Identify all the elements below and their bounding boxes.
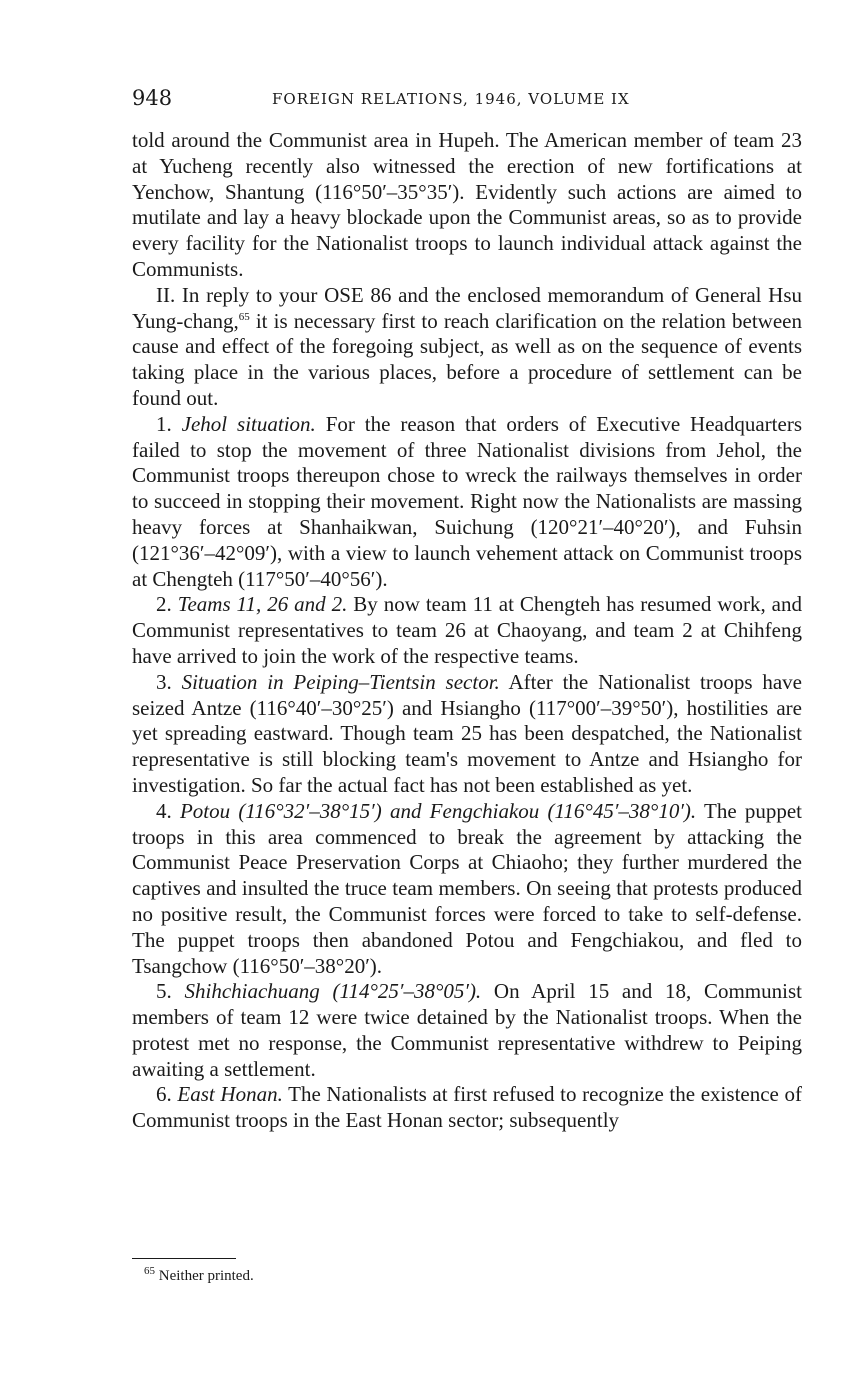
paragraph-text: After the Nationalist troops have seized Antze (116°40′–30°25′) and Hsiangho (117°00′–39°50′), hostilities are yet spreading eastward. Though team 25 has been despatched, the Nationalist representative is still blocking team's movement to Antze and Hsiangho for investigation. So far the actual fact has not been established as yet. — [132, 669, 802, 797]
paragraph-text: The puppet troops in this area commenced to break the agreement by attacking the Communist Peace Preservation Corps at Chiaoho; they further murdered the captives and insulted the truce team members. On seeing that protests produced no positive result, the Communist forces were forced to take to self-defense. The puppet troops then abandoned Potou and Fengchiakou, and fled to Tsangchow (116°50′–38°20′). — [132, 798, 803, 978]
page-header — [132, 86, 802, 112]
item-title: Situation in Peiping–Tientsin sector. — [181, 669, 500, 694]
paragraph — [132, 799, 802, 980]
item-number: 6. — [156, 1082, 178, 1107]
footnote — [144, 1265, 254, 1285]
item-title: Jehol situation. — [181, 411, 316, 436]
paragraph — [132, 412, 802, 593]
item-title: Teams 11, 26 and 2. — [177, 592, 348, 617]
running-head: FOREIGN RELATIONS, 1946, VOLUME IX — [272, 90, 630, 108]
item-number: 5. — [156, 979, 185, 1004]
footnote-divider — [132, 1258, 236, 1259]
paragraph — [132, 128, 802, 283]
paragraph — [132, 979, 802, 1082]
item-number: 1. — [156, 411, 182, 436]
item-title: East Honan. — [177, 1082, 283, 1107]
item-number: 2. — [156, 592, 178, 617]
footnote-marker: 65 — [144, 1265, 155, 1277]
item-number: 4. — [156, 798, 180, 823]
paragraph-text: it is necessary first to reach clarification on the relation between cause and effect of the foregoing subject, as well as on the sequence of events taking place in the various places, before a procedure of settlement can be found out. — [132, 308, 802, 410]
page-number: 948 — [132, 86, 173, 110]
body-text — [132, 128, 802, 1134]
footnote-reference: 65 — [238, 310, 250, 323]
paragraph-text: II. In reply to your OSE 86 and the enclosed memorandum of General Hsu Yung-chang, — [132, 282, 802, 333]
paragraph-text: told around the Communist area in Hupeh. The American member of team 23 at Yucheng recently also witnessed the erection of new fortifications at Yenchow, Shantung (116°50′–35°35′). Evidently such actions are aimed to mutilate and lay a heavy blockade upon the Communist areas, so as to provide every facility for the Nationalist troops to launch individual attack against the Communists. — [132, 128, 802, 281]
item-title: Potou (116°32′–38°15′) and Fengchiakou (116°45′–38°10′). — [179, 798, 697, 823]
paragraph-text: On April 15 and 18, Communist members of team 12 were twice detained by the Nationalist troops. When the protest met no response, the Communist representative withdrew to Peiping awaiting a settlement. — [132, 979, 802, 1081]
paragraph — [132, 1082, 802, 1134]
paragraph — [132, 283, 802, 412]
item-title: Shihchiachuang (114°25′–38°05′). — [184, 979, 482, 1004]
item-number: 3. — [156, 669, 182, 694]
paragraph — [132, 592, 802, 669]
paragraph-text: By now team 11 at Chengteh has resumed work, and Communist representatives to team 26 at Chaoyang, and team 2 at Chihfeng have arrived to join the work of the respective teams. — [132, 592, 802, 668]
paragraph — [132, 670, 802, 799]
footnote-text: Neither printed. — [158, 1268, 254, 1284]
paragraph-text: For the reason that orders of Executive Headquarters failed to stop the movement of three Nationalist divisions from Jehol, the Communist troops thereupon chose to wreck the railways themselves in order to succeed in stopping their movement. Right now the Nationalists are massing heavy forces at Shanhaikwan, Suichung (120°21′–40°20′), and Fuhsin (121°36′–42°09′), with a view to launch vehement attack on Communist troops at Chengteh (117°50′–40°56′). — [132, 411, 802, 591]
paragraph-text: The Nationalists at first refused to recognize the existence of Communist troops in the East Honan sector; subsequently — [132, 1082, 803, 1133]
